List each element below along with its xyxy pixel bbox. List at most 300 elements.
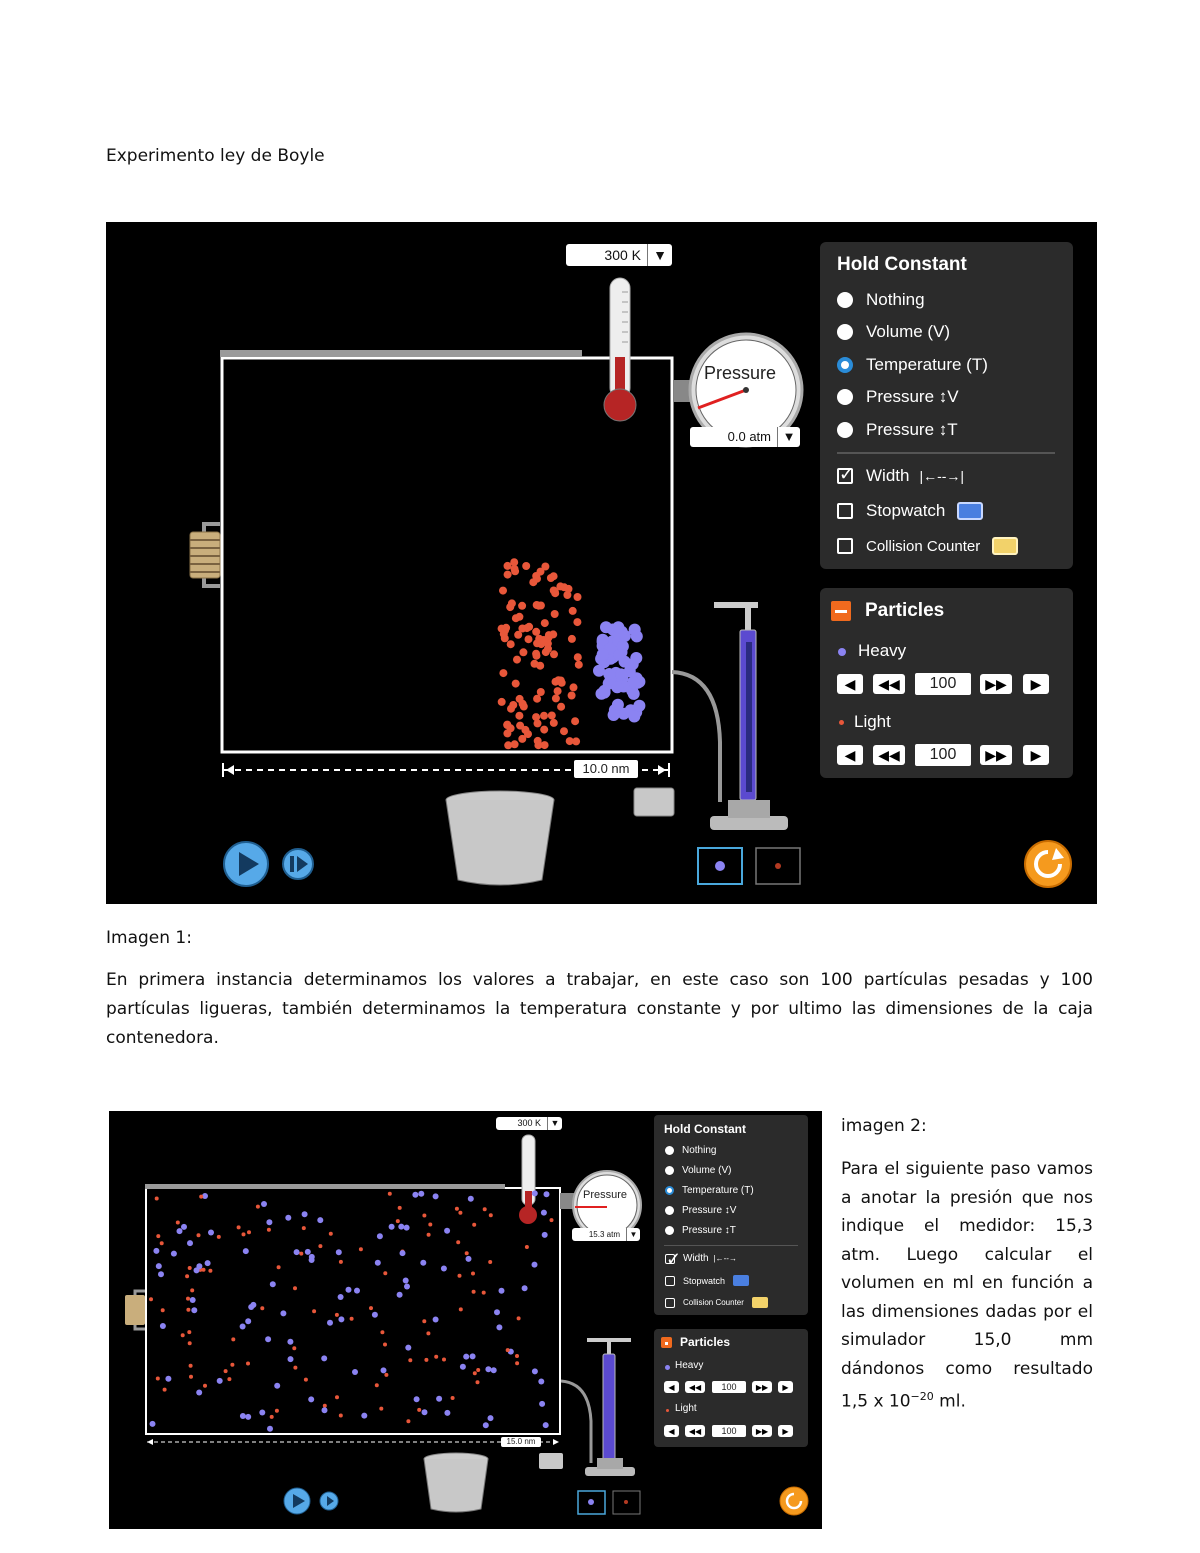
thermometer-icon bbox=[519, 1135, 537, 1224]
radio-icon[interactable] bbox=[837, 292, 853, 308]
radio-icon[interactable] bbox=[665, 1166, 674, 1175]
particle-cluster bbox=[498, 558, 646, 749]
heavy-increase-one[interactable]: ▶ bbox=[1023, 674, 1049, 694]
light-particle bbox=[312, 1309, 316, 1313]
heavy-particle bbox=[177, 1228, 183, 1234]
heavy-particle bbox=[466, 1256, 472, 1262]
light-particle bbox=[428, 1223, 432, 1227]
paragraph-image-2-text: Para el siguiente paso vamos a anotar la presión que nos indique el medidor: 15,3 atm. Luego calcular el volumen en ml en función a las dimensiones dadas por el simulador 15,0 mm dándonos como resultado 1,5 x 10 bbox=[841, 1159, 1093, 1412]
stopwatch-icon bbox=[957, 502, 983, 520]
light-particle bbox=[318, 1244, 322, 1248]
chevron-down-icon[interactable]: ▼ bbox=[647, 244, 672, 266]
light-particle bbox=[408, 1358, 412, 1362]
light-particle bbox=[472, 1290, 476, 1294]
light-particle bbox=[231, 1337, 235, 1341]
light-particle bbox=[190, 1288, 194, 1292]
radio-icon[interactable] bbox=[665, 1146, 674, 1155]
collision-counter-checkbox[interactable]: Collision Counter bbox=[837, 537, 1018, 555]
light-particle bbox=[277, 1265, 281, 1269]
heavy-particle bbox=[433, 1193, 439, 1199]
light-decrease-many[interactable]: ◀◀ bbox=[873, 745, 905, 765]
heavy-particle bbox=[615, 668, 627, 680]
light-particle bbox=[476, 1380, 480, 1384]
light-particle bbox=[459, 1307, 463, 1311]
gauge-connector bbox=[560, 1193, 574, 1209]
heavy-particle bbox=[597, 649, 609, 661]
heavy-particle bbox=[305, 1249, 311, 1255]
light-particle bbox=[329, 1232, 333, 1236]
heavy-particle bbox=[612, 699, 624, 711]
heavy-particle bbox=[611, 681, 623, 693]
light-particle bbox=[540, 712, 548, 720]
light-particle bbox=[525, 635, 533, 643]
light-particle bbox=[535, 602, 543, 610]
heavy-particle bbox=[599, 685, 611, 697]
radio-volume[interactable]: Volume (V) bbox=[837, 322, 950, 342]
checkbox-icon[interactable] bbox=[665, 1298, 675, 1308]
light-label: Light bbox=[675, 1403, 697, 1414]
radio-icon[interactable] bbox=[837, 422, 853, 438]
heavy-particle bbox=[494, 1309, 500, 1315]
light-particle bbox=[350, 1317, 354, 1321]
heavy-particle bbox=[397, 1292, 403, 1298]
light-particle bbox=[540, 726, 548, 734]
light-particle bbox=[534, 719, 542, 727]
light-particle bbox=[541, 619, 549, 627]
light-particle bbox=[568, 635, 576, 643]
light-particle bbox=[176, 1221, 180, 1225]
light-particle bbox=[199, 1195, 203, 1199]
light-particle bbox=[339, 1414, 343, 1418]
heavy-particle bbox=[265, 1336, 271, 1342]
radio-nothing[interactable]: Nothing bbox=[837, 290, 925, 310]
reset-button[interactable] bbox=[1025, 841, 1071, 887]
heavy-particle bbox=[436, 1396, 442, 1402]
light-particle bbox=[554, 676, 562, 684]
light-particle bbox=[202, 1268, 206, 1272]
paragraph-image-2-end: ml. bbox=[933, 1391, 966, 1412]
light-particle bbox=[292, 1346, 296, 1350]
collision-counter-icon bbox=[752, 1297, 768, 1308]
light-particle bbox=[507, 640, 515, 648]
pressure-readout[interactable] bbox=[572, 1228, 640, 1241]
light-decrease-many[interactable]: ◀◀ bbox=[685, 1425, 705, 1437]
heavy-particle bbox=[171, 1251, 177, 1257]
radio-icon[interactable] bbox=[837, 389, 853, 405]
simulator-screenshot-2 bbox=[109, 1111, 822, 1529]
light-particle bbox=[156, 1234, 160, 1238]
heavy-increase-many[interactable]: ▶▶ bbox=[752, 1381, 772, 1393]
heavy-count[interactable]: 100 bbox=[915, 673, 971, 695]
light-decrease-one[interactable]: ◀ bbox=[664, 1425, 679, 1437]
checkbox-checked-icon[interactable] bbox=[665, 1254, 675, 1264]
checkbox-icon[interactable] bbox=[665, 1276, 675, 1286]
light-particle bbox=[458, 1211, 462, 1215]
gauge-label: Pressure bbox=[704, 363, 777, 383]
heavy-particle bbox=[327, 1320, 333, 1326]
light-particle bbox=[267, 1228, 271, 1232]
light-count[interactable]: 100 bbox=[915, 744, 971, 766]
light-particle bbox=[465, 1251, 469, 1255]
heavy-particle bbox=[433, 1317, 439, 1323]
light-particle bbox=[476, 1368, 480, 1372]
light-increase-many[interactable]: ▶▶ bbox=[752, 1425, 772, 1437]
heavy-particle bbox=[420, 1260, 426, 1266]
light-particle bbox=[275, 1409, 279, 1413]
light-particle bbox=[552, 694, 560, 702]
light-particle bbox=[422, 1319, 426, 1323]
heavy-particle bbox=[336, 1249, 342, 1255]
light-particle bbox=[522, 562, 530, 570]
light-particle bbox=[217, 1235, 221, 1239]
heavy-decrease-many[interactable]: ◀◀ bbox=[685, 1381, 705, 1393]
collision-counter-checkbox[interactable]: Collision Counter bbox=[665, 1297, 768, 1308]
pump-icon[interactable] bbox=[672, 602, 788, 830]
light-particle bbox=[359, 1247, 363, 1251]
light-particle bbox=[189, 1375, 193, 1379]
light-particle bbox=[547, 574, 555, 582]
heavy-particle bbox=[400, 1250, 406, 1256]
heavy-decrease-one[interactable]: ◀ bbox=[664, 1381, 679, 1393]
heavy-particle bbox=[288, 1356, 294, 1362]
light-particle bbox=[573, 618, 581, 626]
chevron-down-icon[interactable]: ▼ bbox=[547, 1117, 562, 1130]
heavy-particle bbox=[150, 1421, 156, 1427]
light-increase-one[interactable]: ▶ bbox=[1023, 745, 1049, 765]
light-particle bbox=[155, 1197, 159, 1201]
pressure-readout[interactable] bbox=[690, 427, 800, 447]
hold-constant-panel bbox=[654, 1115, 808, 1315]
light-particle bbox=[224, 1369, 228, 1373]
light-particle bbox=[422, 1214, 426, 1218]
light-particle bbox=[483, 1207, 487, 1211]
play-button[interactable] bbox=[284, 1488, 310, 1514]
light-particle bbox=[203, 1384, 207, 1388]
light-particle bbox=[518, 602, 526, 610]
light-particle bbox=[512, 680, 520, 688]
width-arrow-icon: |←--→| bbox=[919, 468, 965, 484]
light-particle bbox=[406, 1419, 410, 1423]
light-particle bbox=[299, 1252, 303, 1256]
light-increase-one[interactable]: ▶ bbox=[778, 1425, 793, 1437]
simulator-screenshot-1 bbox=[106, 222, 1097, 904]
light-particle bbox=[293, 1286, 297, 1290]
light-particle bbox=[488, 1260, 492, 1264]
width-arrow-icon: |←--→ bbox=[713, 1254, 737, 1263]
light-particle bbox=[550, 719, 558, 727]
light-particle bbox=[532, 572, 540, 580]
heavy-particle bbox=[381, 1367, 387, 1373]
heavy-particle bbox=[405, 1345, 411, 1351]
light-particle bbox=[537, 640, 545, 648]
light-increase-many[interactable]: ▶▶ bbox=[980, 745, 1012, 765]
heavy-particle bbox=[619, 630, 631, 642]
heavy-particle bbox=[418, 1191, 424, 1197]
heavy-particle bbox=[541, 1210, 547, 1216]
light-particle bbox=[456, 1240, 460, 1244]
heavy-particle bbox=[491, 1367, 497, 1373]
checkbox-icon[interactable] bbox=[837, 503, 853, 519]
checkbox-checked-icon[interactable] bbox=[837, 468, 853, 484]
light-particle bbox=[504, 571, 512, 579]
heavy-particle bbox=[270, 1281, 276, 1287]
heavy-particle bbox=[600, 621, 612, 633]
collapse-icon[interactable] bbox=[831, 601, 851, 621]
light-particle bbox=[574, 593, 582, 601]
temperature-value: 300 K bbox=[604, 247, 641, 263]
light-particle bbox=[557, 703, 565, 711]
heavy-particle bbox=[352, 1369, 358, 1375]
heavy-particle bbox=[266, 1219, 272, 1225]
heavy-label: Heavy bbox=[858, 641, 907, 660]
light-particle-icon bbox=[839, 720, 844, 725]
pump-icon[interactable] bbox=[561, 1338, 635, 1476]
handle-grip[interactable] bbox=[125, 1295, 145, 1325]
collision-counter-icon bbox=[992, 537, 1018, 555]
step-button[interactable] bbox=[320, 1492, 338, 1510]
heavy-particle bbox=[543, 1422, 549, 1428]
light-particle bbox=[504, 562, 512, 570]
light-particle bbox=[537, 688, 545, 696]
light-particle bbox=[455, 1207, 459, 1211]
light-particle bbox=[570, 683, 578, 691]
light-particle bbox=[302, 1226, 306, 1230]
heavy-particle bbox=[544, 1191, 550, 1197]
light-particle bbox=[186, 1297, 190, 1301]
eraser-button[interactable] bbox=[634, 788, 674, 816]
radio-volume[interactable]: Volume (V) bbox=[665, 1165, 731, 1176]
heavy-particle bbox=[532, 1262, 538, 1268]
light-particle bbox=[515, 1361, 519, 1365]
light-particle bbox=[256, 1205, 260, 1209]
heavy-particle bbox=[499, 1288, 505, 1294]
heavy-particle bbox=[375, 1260, 381, 1266]
heavy-particle bbox=[532, 1190, 538, 1196]
light-particle bbox=[270, 1415, 274, 1419]
heavy-particle bbox=[165, 1376, 171, 1382]
width-checkbox[interactable]: ✓ Width |←--→| bbox=[837, 466, 964, 486]
light-particle bbox=[434, 1355, 438, 1359]
light-particle bbox=[517, 1316, 521, 1320]
container-lid[interactable] bbox=[145, 1184, 505, 1189]
pressure-value: 0.0 atm bbox=[727, 429, 771, 444]
light-particle bbox=[383, 1343, 387, 1347]
radio-pressure-v[interactable]: Pressure ↕V bbox=[837, 387, 959, 407]
light-particle bbox=[575, 661, 583, 669]
hold-constant-title: Hold Constant bbox=[664, 1122, 746, 1136]
heavy-particle bbox=[414, 1396, 420, 1402]
light-particle bbox=[427, 1233, 431, 1237]
heavy-particle bbox=[243, 1248, 249, 1254]
bucket-icon[interactable] bbox=[446, 791, 554, 885]
heavy-particle bbox=[308, 1396, 314, 1402]
thermometer-icon bbox=[604, 278, 636, 421]
heavy-particle-icon bbox=[838, 648, 846, 656]
particles-panel bbox=[654, 1329, 808, 1447]
heavy-particle bbox=[522, 1285, 528, 1291]
light-particle bbox=[379, 1407, 383, 1411]
light-particle bbox=[533, 695, 541, 703]
light-particle bbox=[442, 1358, 446, 1362]
chevron-down-icon[interactable]: ▼ bbox=[777, 427, 800, 447]
light-particle bbox=[304, 1378, 308, 1382]
light-particle bbox=[335, 1395, 339, 1399]
light-particle bbox=[504, 741, 512, 749]
radio-pressure-v[interactable]: Pressure ↕V bbox=[665, 1205, 736, 1216]
light-particle bbox=[510, 558, 518, 566]
heavy-particle bbox=[539, 1401, 545, 1407]
width-checkbox[interactable]: ✓ Width |←--→ bbox=[665, 1253, 737, 1264]
light-particle bbox=[339, 1260, 343, 1264]
heavy-particle bbox=[205, 1260, 211, 1266]
light-particle bbox=[554, 687, 562, 695]
light-particle bbox=[507, 705, 515, 713]
heavy-particle bbox=[496, 1324, 502, 1330]
light-particle bbox=[473, 1371, 477, 1375]
light-particle bbox=[500, 630, 508, 638]
heavy-particle bbox=[532, 1368, 538, 1374]
heavy-particle bbox=[470, 1353, 476, 1359]
radio-icon[interactable] bbox=[665, 1206, 674, 1215]
step-button[interactable] bbox=[283, 849, 313, 879]
light-particle bbox=[560, 583, 568, 591]
checkbox-icon[interactable] bbox=[837, 538, 853, 554]
stopwatch-icon bbox=[733, 1275, 749, 1286]
light-particle bbox=[323, 1404, 327, 1408]
heavy-particle bbox=[628, 688, 640, 700]
light-particle bbox=[489, 1213, 493, 1217]
heavy-increase-many[interactable]: ▶▶ bbox=[980, 674, 1012, 694]
heavy-particle bbox=[389, 1224, 395, 1230]
eraser-button[interactable] bbox=[539, 1453, 563, 1469]
heavy-particle bbox=[322, 1407, 328, 1413]
heavy-label: Heavy bbox=[675, 1360, 704, 1371]
gauge-label: Pressure bbox=[583, 1189, 628, 1201]
light-particle bbox=[569, 607, 577, 615]
heavy-decrease-many[interactable]: ◀◀ bbox=[873, 674, 905, 694]
heavy-particle bbox=[285, 1215, 291, 1221]
reset-button[interactable] bbox=[780, 1487, 808, 1515]
light-particle bbox=[551, 610, 559, 618]
light-particle bbox=[566, 737, 574, 745]
light-particle bbox=[571, 717, 579, 725]
light-particle bbox=[230, 1363, 234, 1367]
particle-field bbox=[149, 1190, 554, 1431]
heavy-particle bbox=[412, 1192, 418, 1198]
heavy-particle bbox=[630, 652, 642, 664]
heavy-particle bbox=[603, 668, 615, 680]
particles-title: Particles bbox=[865, 600, 945, 621]
heavy-particle bbox=[187, 1240, 193, 1246]
stopwatch-checkbox[interactable]: Stopwatch bbox=[665, 1275, 749, 1286]
light-particle bbox=[188, 1341, 192, 1345]
heavy-particle bbox=[377, 1233, 383, 1239]
play-button[interactable] bbox=[224, 842, 268, 886]
heavy-particle bbox=[485, 1366, 491, 1372]
light-particle bbox=[563, 591, 571, 599]
bucket-icon[interactable] bbox=[424, 1453, 488, 1512]
panel-divider bbox=[664, 1245, 798, 1246]
temperature-readout[interactable] bbox=[496, 1117, 562, 1130]
light-particle bbox=[197, 1233, 201, 1237]
container-lid[interactable] bbox=[220, 350, 582, 357]
light-particle bbox=[335, 1313, 339, 1317]
radio-temperature[interactable]: Temperature (T) bbox=[837, 355, 988, 375]
collapse-icon[interactable] bbox=[661, 1337, 672, 1348]
radio-icon[interactable] bbox=[837, 324, 853, 340]
chevron-down-icon[interactable]: ▼ bbox=[626, 1228, 640, 1241]
radio-selected-icon[interactable] bbox=[665, 1186, 674, 1195]
light-particle bbox=[185, 1274, 189, 1278]
light-particle bbox=[417, 1408, 421, 1412]
heavy-particle bbox=[460, 1364, 466, 1370]
light-particle bbox=[384, 1373, 388, 1377]
width-value: 15.0 nm bbox=[501, 1437, 541, 1447]
light-particle bbox=[208, 1269, 212, 1273]
radio-icon[interactable] bbox=[665, 1226, 674, 1235]
light-count[interactable]: 100 bbox=[712, 1425, 746, 1437]
light-particle bbox=[507, 724, 515, 732]
light-particle bbox=[383, 1271, 387, 1275]
light-particle bbox=[534, 741, 542, 749]
heavy-decrease-one[interactable]: ◀ bbox=[837, 674, 863, 694]
heavy-particle bbox=[196, 1390, 202, 1396]
heavy-particle bbox=[608, 709, 620, 721]
light-particle bbox=[551, 589, 559, 597]
light-particle bbox=[499, 669, 507, 677]
light-particle bbox=[544, 645, 552, 653]
light-particle bbox=[506, 1348, 510, 1352]
heavy-particle bbox=[240, 1324, 246, 1330]
light-particle bbox=[227, 1377, 231, 1381]
heavy-particle bbox=[287, 1339, 293, 1345]
heavy-particle bbox=[309, 1254, 315, 1260]
light-particle bbox=[188, 1266, 192, 1270]
paragraph-image-1: En primera instancia determinamos los valores a trabajar, en este caso son 100 partículas pesadas y 100 partículas ligueras, también determinamos la temperatura constante y por ultimo las dimensiones de la caja contenedora. bbox=[106, 970, 1093, 1048]
light-particle bbox=[247, 1230, 251, 1234]
light-particle bbox=[181, 1333, 185, 1337]
heavy-particle bbox=[274, 1383, 280, 1389]
heavy-particle bbox=[542, 1232, 548, 1238]
particles-panel bbox=[820, 588, 1073, 778]
radio-pressure-t[interactable]: Pressure ↕T bbox=[665, 1225, 736, 1236]
heavy-particle bbox=[208, 1230, 214, 1236]
width-indicator bbox=[147, 1439, 559, 1445]
light-particle bbox=[186, 1308, 190, 1312]
heavy-particle bbox=[538, 1379, 544, 1385]
light-particle bbox=[149, 1297, 153, 1301]
heavy-increase-one[interactable]: ▶ bbox=[778, 1381, 793, 1393]
radio-pressure-t[interactable]: Pressure ↕T bbox=[837, 420, 958, 440]
stopwatch-checkbox[interactable]: Stopwatch bbox=[837, 501, 983, 521]
light-decrease-one[interactable]: ◀ bbox=[837, 745, 863, 765]
radio-temperature[interactable]: Temperature (T) bbox=[665, 1185, 754, 1196]
light-particle bbox=[163, 1388, 167, 1392]
light-particle-icon bbox=[666, 1409, 669, 1412]
light-particle bbox=[156, 1377, 160, 1381]
heavy-count[interactable]: 100 bbox=[712, 1381, 746, 1393]
heavy-particle bbox=[181, 1224, 187, 1230]
radio-nothing[interactable]: Nothing bbox=[665, 1145, 716, 1156]
temperature-readout[interactable] bbox=[566, 244, 672, 266]
light-particle bbox=[458, 1274, 462, 1278]
heavy-particle bbox=[441, 1266, 447, 1272]
light-particle bbox=[398, 1206, 402, 1210]
radio-selected-icon[interactable] bbox=[837, 357, 853, 373]
light-particle bbox=[521, 726, 529, 734]
heavy-particle bbox=[317, 1217, 323, 1223]
heavy-particle bbox=[346, 1287, 352, 1293]
